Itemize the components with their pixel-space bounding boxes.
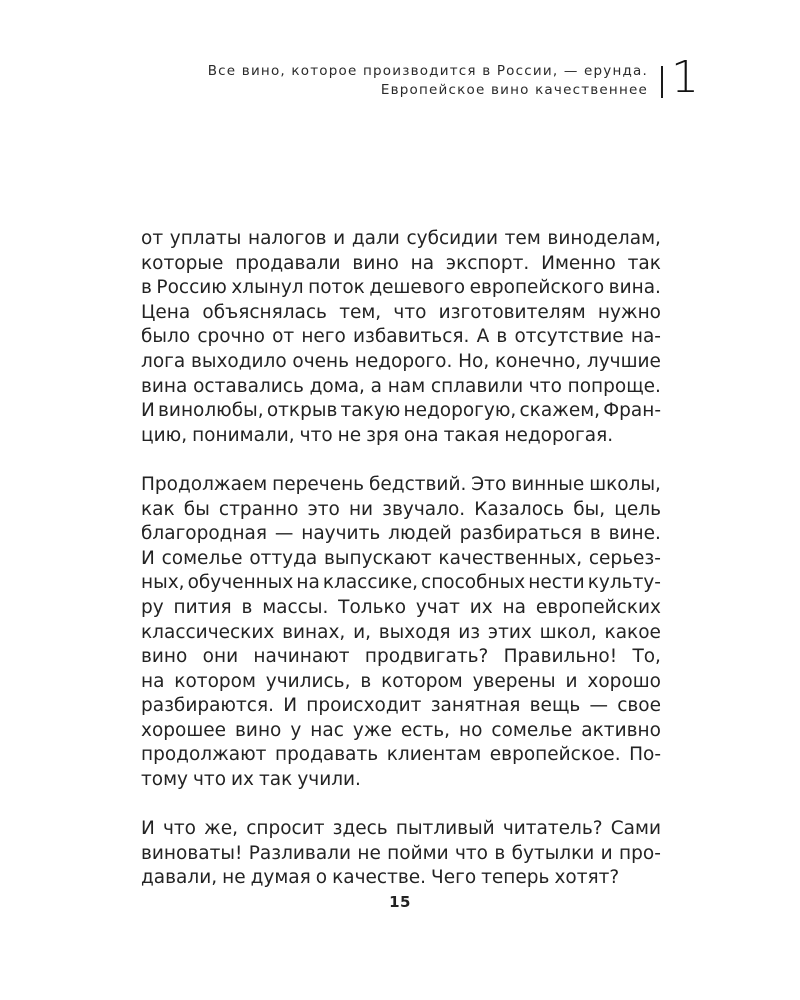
chapter-number: 1	[671, 52, 699, 103]
text-line: в Россию хлынул поток дешевого европейского вина.	[141, 277, 661, 299]
text-line: которые продавали вино на экспорт. Именно так	[141, 252, 661, 274]
text-line: лога выходило очень недорого. Но, конечно, лучшие	[141, 350, 661, 372]
text-line: Цена объяснялась тем, что изготовителям нужно	[141, 301, 661, 323]
text-line: от уплаты налогов и дали субсидии тем виноделам,	[141, 228, 661, 249]
text-line: разбираются. И происходит занятная вещь — свое	[141, 695, 661, 717]
paragraph	[141, 227, 661, 448]
body-text	[141, 227, 661, 891]
text-line: благородная — научить людей разбираться в вине.	[141, 523, 661, 545]
paragraph-gap	[141, 793, 661, 818]
text-line: на котором учились, в котором уверены и хорошо	[141, 670, 661, 692]
text-line: продолжают продавать клиентам европейское. По-	[141, 744, 661, 766]
paragraph	[141, 473, 661, 793]
text-line: вина оставались дома, а нам сплавили что попроще.	[141, 375, 661, 397]
text-line: И что же, спросит здесь пытливый читатель? Сами	[141, 818, 661, 840]
text-line: Продолжаем перечень бедствий. Это винные школы,	[141, 473, 661, 495]
paragraph	[141, 817, 661, 891]
text-line: классических винах, и, выходя из этих школ, какое	[141, 621, 661, 643]
text-line: цию, понимали, что не зря она такая недорогая.	[141, 424, 614, 446]
text-line: было срочно от него избавиться. А в отсутствие на-	[141, 326, 661, 348]
text-line: давали, не думая о качестве. Чего теперь хотят?	[141, 867, 620, 889]
text-line: И винолюбы, открыв такую недорогую, скажем, Фран-	[141, 400, 661, 422]
text-line: И сомелье оттуда выпускают качественных, серьез-	[141, 547, 661, 569]
text-line: виноваты! Разливали не пойми что в бутылки и про-	[141, 842, 661, 864]
running-header	[88, 62, 648, 100]
running-title-line-2: Европейское вино качественнее	[380, 82, 648, 98]
page-number: 15	[389, 893, 411, 911]
text-line: тому что их так учили.	[141, 769, 361, 791]
text-line: ру пития в массы. Только учат их на европейских	[141, 596, 661, 618]
text-line: ных, обученных на классике, способных нести культу-	[141, 572, 661, 594]
running-title-line-1: Все вино, которое производится в России, — ерунда.	[207, 63, 648, 79]
header-divider	[661, 66, 663, 98]
paragraph-gap	[141, 448, 661, 473]
text-line: вино они начинают продвигать? Правильно! То,	[141, 646, 661, 668]
text-line: хорошее вино у нас уже есть, но сомелье активно	[141, 719, 661, 741]
text-line: как бы странно это ни звучало. Казалось бы, цель	[141, 498, 661, 520]
